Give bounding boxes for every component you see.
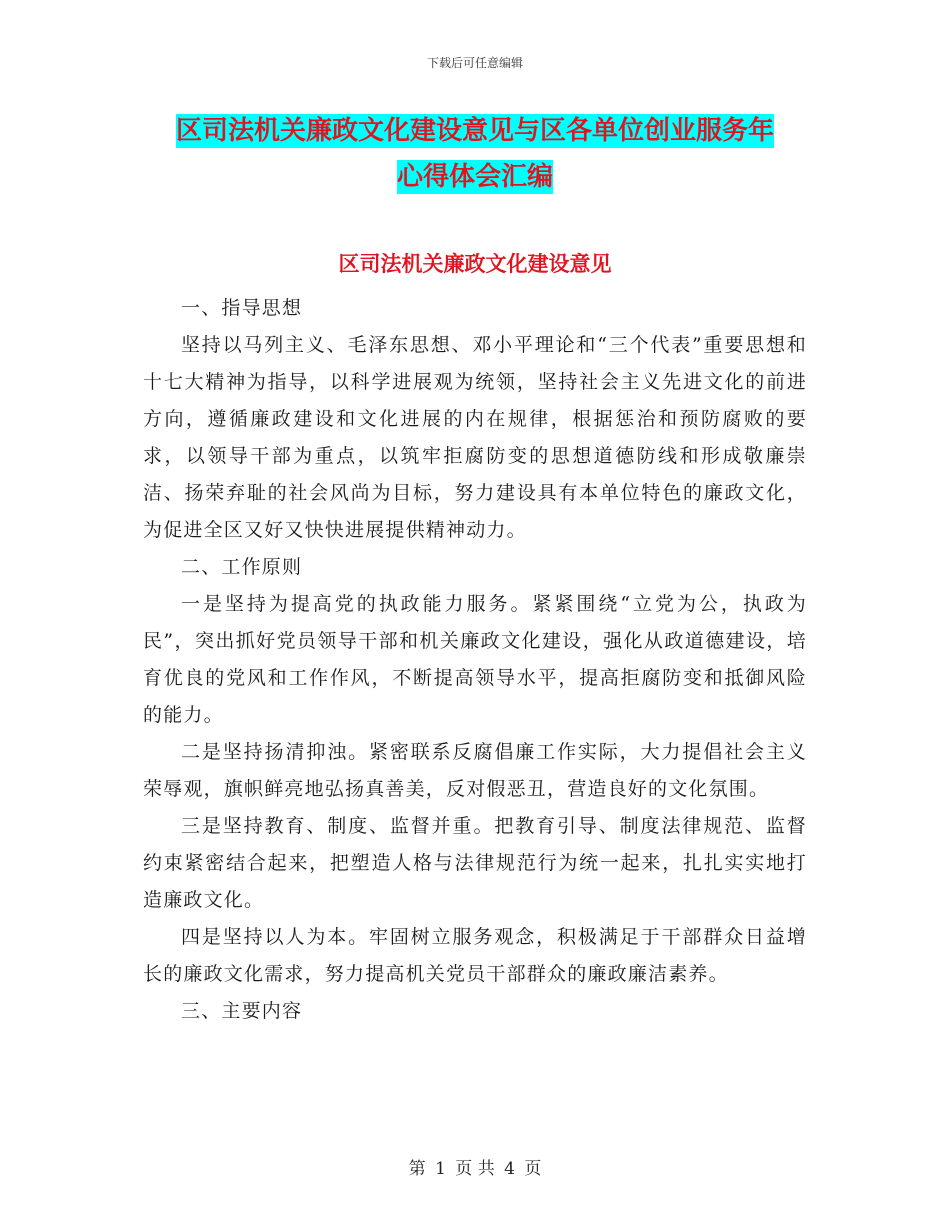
paragraph: 坚持以马列主义、毛泽东思想、邓小平理论和“三个代表”重要思想和十七大精神为指导，以科学进展观为统领，坚持社会主义先进文化的前进方向，遵循廉政建设和文化进展的内在规律，根据惩治和预防腐败的要求，以领导干部为重点，以筑牢拒腐防变的思想道德防线和形成敬廉崇洁、扬荣弃耻的社会风尚为目标，努力建设具有本单位特色的廉政文化，为促进全区又好又快快进展提供精神动力。 xyxy=(143,334,807,541)
footer-suffix: 页 xyxy=(524,1159,542,1179)
document-title-line1: 区司法机关廉政文化建设意见与区各单位创业服务年 xyxy=(175,116,774,146)
footer-prefix: 第 xyxy=(408,1159,426,1179)
footer-page-number: 1 xyxy=(435,1159,446,1179)
page-footer xyxy=(0,1154,950,1179)
paragraph: 四是坚持以人为本。牢固树立服务观念，积极满足于干部群众日益增长的廉政文化需求，努力提高机关党员干部群众的廉政廉洁素养。 xyxy=(143,926,807,985)
header-note: 下载后可任意编辑 xyxy=(426,56,523,70)
paragraph: 三是坚持教育、制度、监督并重。把教育引导、制度法律规范、监督约束紧密结合起来，把塑造人格与法律规范行为统一起来，扎扎实实地打造廉政文化。 xyxy=(143,815,807,911)
footer-total-pages: 4 xyxy=(504,1159,515,1179)
heading-main-content: 三、主要内容 xyxy=(181,1000,303,1022)
paragraph: 一是坚持为提高党的执政能力服务。紧紧围绕“立党为公，执政为民”，突出抓好党员领导干部和机关廉政文化建设，强化从政道德建设，培育优良的党风和工作作风，不断提高领导水平，提高拒腐防变和抵御风险的能力。 xyxy=(143,593,807,726)
document-body xyxy=(143,290,807,1030)
document-title xyxy=(100,108,850,200)
paragraph: 二是坚持扬清抑浊。紧密联系反腐倡廉工作实际，大力提倡社会主义荣辱观，旗帜鲜亮地弘扬真善美，反对假恶丑，营造良好的文化氛围。 xyxy=(143,741,807,800)
footer-middle: 页 共 xyxy=(455,1159,495,1179)
heading-guiding-thought: 一、指导思想 xyxy=(181,297,303,319)
section-title: 区司法机关廉政文化建设意见 xyxy=(338,252,612,276)
heading-work-principles: 二、工作原则 xyxy=(181,556,303,578)
document-title-line2: 心得体会汇编 xyxy=(396,162,553,192)
